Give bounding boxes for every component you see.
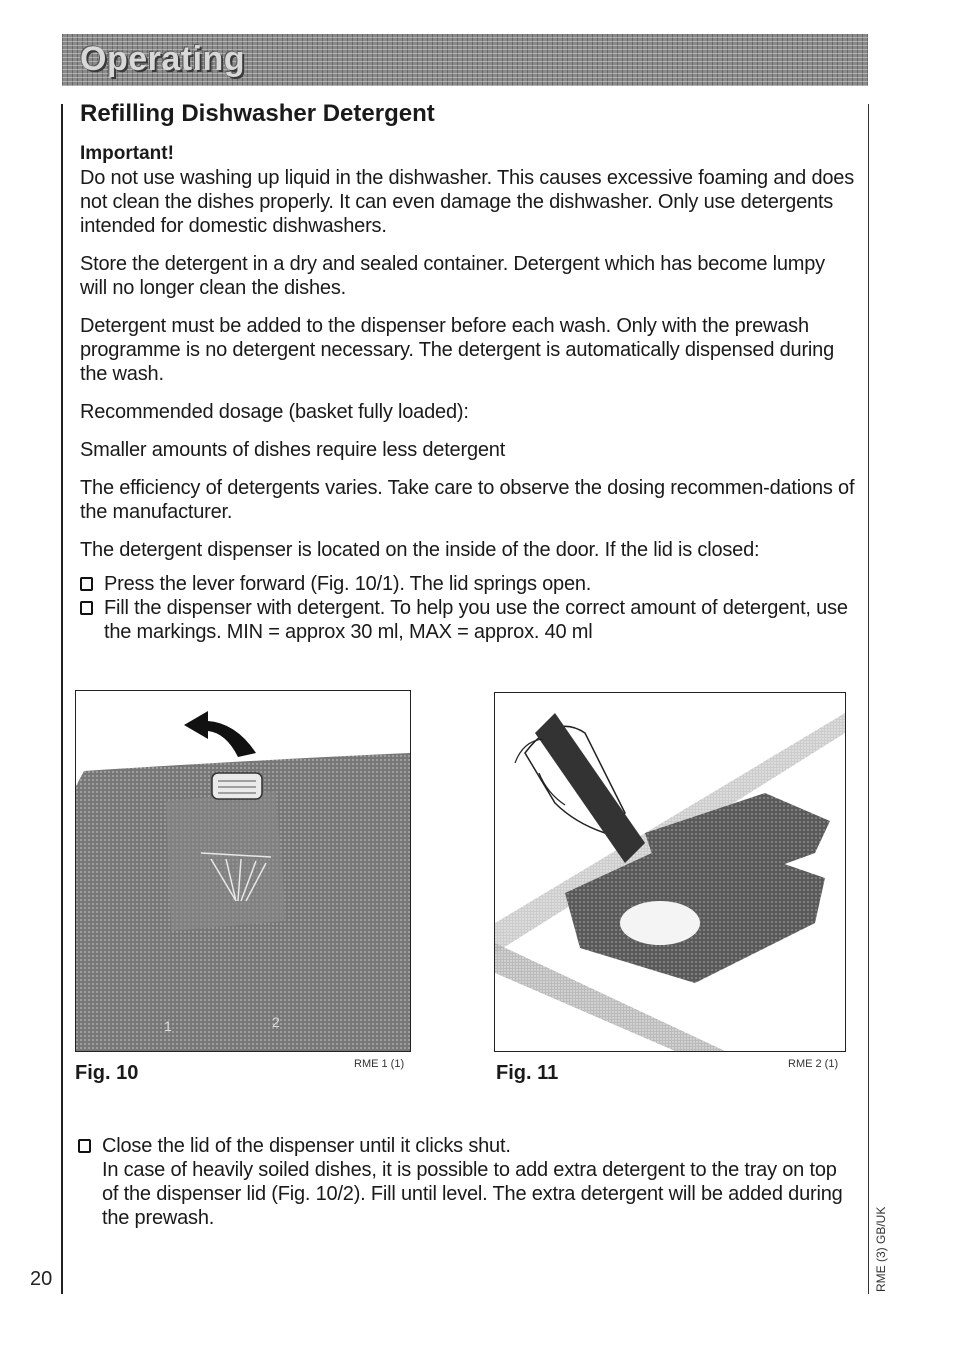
figure-10-label-2: 2: [272, 1014, 280, 1030]
paragraph-dispenser: Detergent must be added to the dispenser before each wash. Only with the prewash programme is no detergent necessary. The detergent is automatically dispensed during the wash.: [80, 315, 835, 385]
checkbox-icon: [80, 577, 93, 591]
right-rule: [868, 104, 869, 1294]
figure-11-illustration: [495, 693, 845, 1051]
page-number: 20: [30, 1268, 53, 1290]
main-content: [80, 100, 855, 644]
header-title: Operating: [80, 40, 246, 78]
step-text: Press the lever forward (Fig. 10/1). The lid springs open.: [104, 573, 592, 595]
checkbox-icon: [80, 601, 93, 615]
step-fill-dispenser: [80, 596, 855, 644]
figure-10-image: [75, 690, 411, 1052]
figure-10-code: RME 1 (1): [354, 1058, 405, 1070]
paragraph-efficiency: The efficiency of detergents varies. Take care to observe the dosing recommen-dations of the manufacturer.: [80, 477, 855, 523]
figure-11-caption: Fig. 11: [496, 1062, 559, 1084]
paragraph-storage: Store the detergent in a dry and sealed container. Detergent which has become lumpy will no longer clean the dishes.: [80, 253, 825, 299]
paragraph-heavily-soiled: In case of heavily soiled dishes, it is possible to add extra detergent to the tray on top of the dispenser lid (Fig. 10/2). Fill until level. The extra detergent will be added during the prewash.: [102, 1159, 843, 1229]
section-title: Refilling Dishwasher Detergent: [80, 100, 435, 127]
paragraph-dosage: Recommended dosage (basket fully loaded):: [80, 401, 469, 423]
figure-11-code: RME 2 (1): [788, 1058, 839, 1070]
paragraph-location: The detergent dispenser is located on the inside of the door. If the lid is closed:: [80, 539, 760, 561]
side-code: RME (3) GB/UK: [874, 1206, 888, 1292]
checkbox-icon: [78, 1139, 91, 1153]
paragraph-warning: Do not use washing up liquid in the dishwasher. This causes excessive foaming and does not clean the dishes properly. It can even damage the dishwasher. Only use detergents intended for domestic dishwashers.: [80, 167, 855, 237]
step-text: Fill the dispenser with detergent. To help you use the correct amount of detergent, use the markings. MIN = approx 30 ml, MAX = approx. 40 ml: [104, 597, 848, 643]
important-label: Important!: [80, 143, 174, 164]
step-text: Close the lid of the dispenser until it clicks shut.: [102, 1135, 511, 1157]
bottom-section: [78, 1134, 858, 1230]
figure-11-image: [494, 692, 846, 1052]
left-rule: [61, 104, 63, 1294]
step-press-lever: [80, 572, 855, 596]
step-list: [80, 572, 855, 644]
figure-10-illustration: [76, 691, 410, 1051]
paragraph-smaller: Smaller amounts of dishes require less detergent: [80, 439, 506, 461]
step-close-lid: [78, 1134, 858, 1158]
figure-10-caption: Fig. 10: [75, 1062, 139, 1084]
header-band: [62, 34, 868, 86]
figure-10-label-1: 1: [164, 1018, 172, 1034]
